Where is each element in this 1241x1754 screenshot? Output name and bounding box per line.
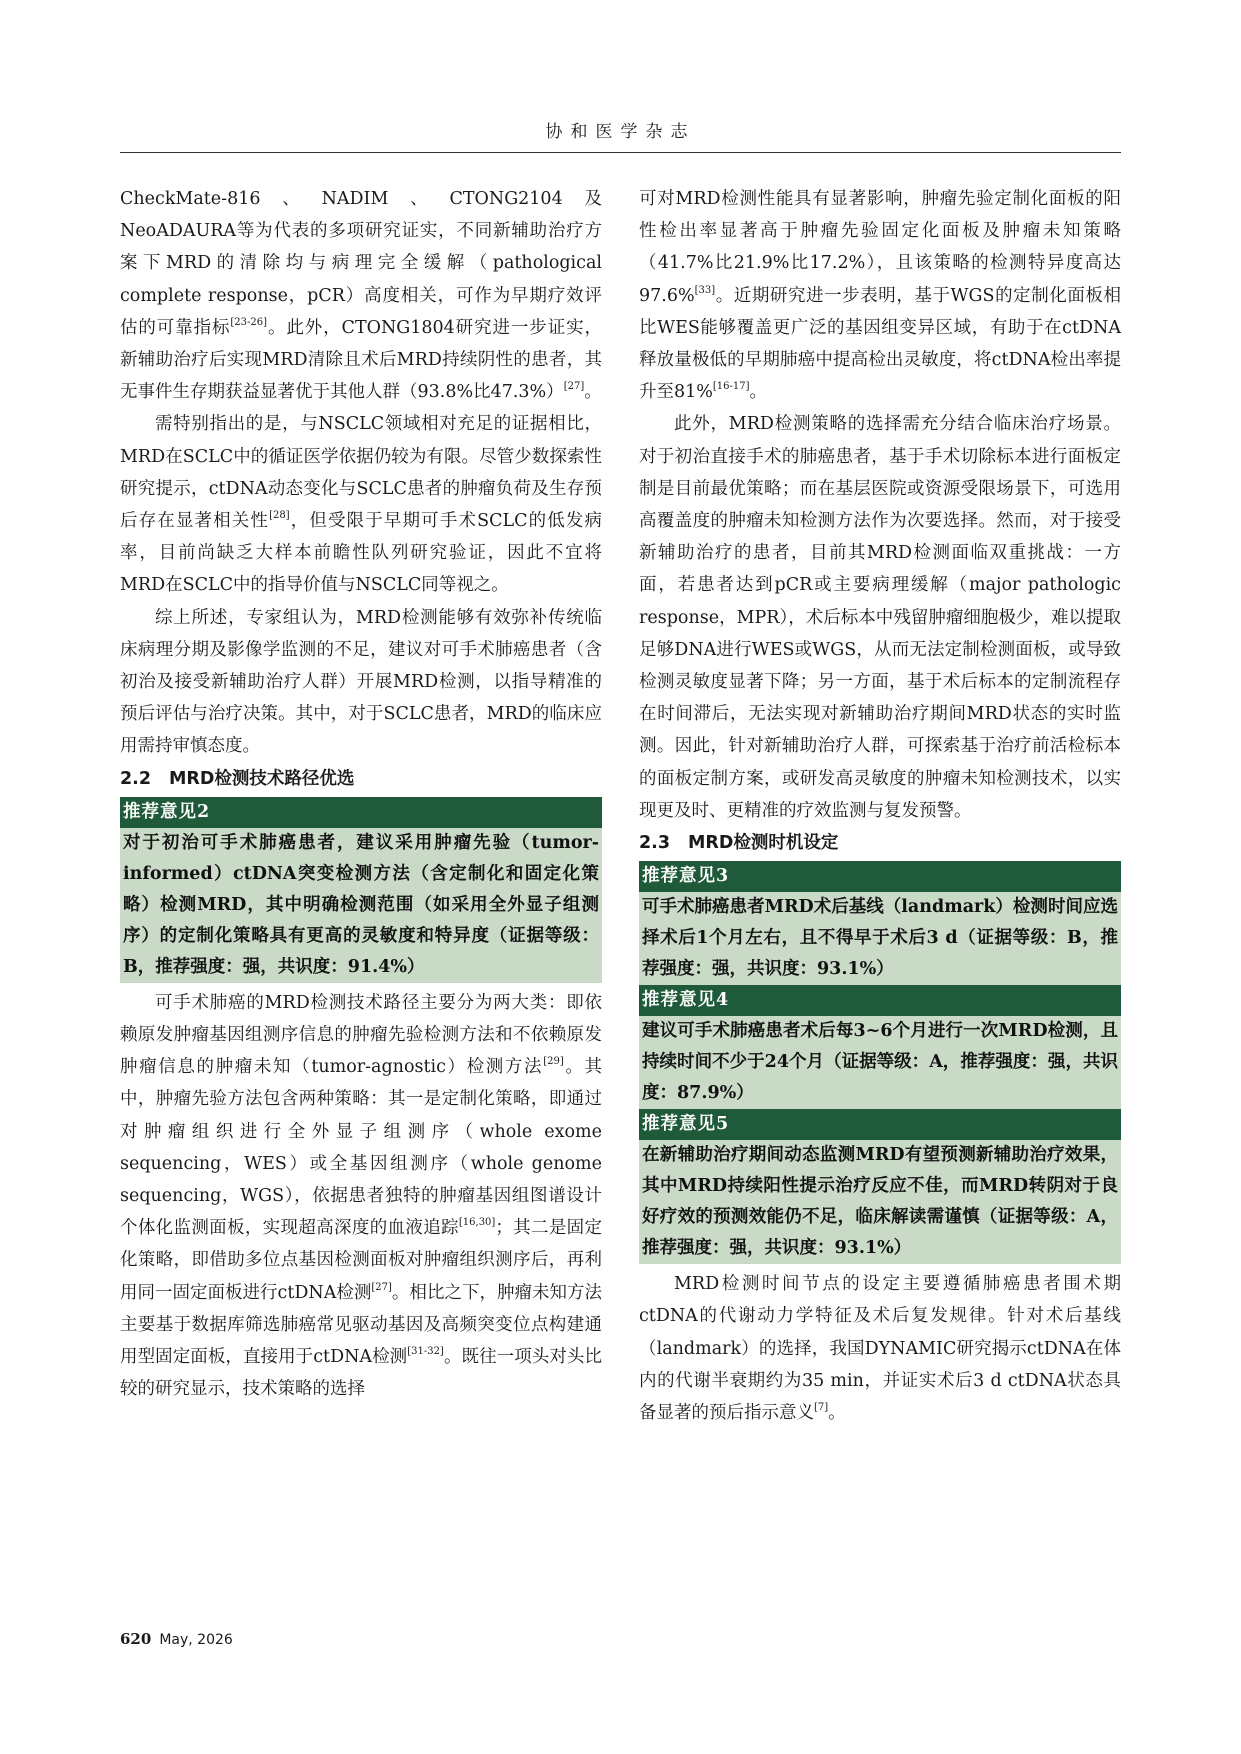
recommendation-title: 推荐意见4 — [639, 985, 1121, 1016]
recommendation-body: 对于初治可手术肺癌患者，建议采用肿瘤先验（tumor-informed）ctDNA突变检测方法（含定制化和固定化策略）检测MRD，其中明确检测范围（如采用全外显子组测序）的定制化策略具有更高的灵敏度和特异度（证据等级：B，推荐强度：强，共识度：91.4%） — [120, 828, 602, 983]
citation: [16,30] — [458, 1217, 496, 1229]
paragraph-text: 。 — [749, 382, 768, 403]
section-number: 2.2 — [120, 768, 152, 789]
section-heading — [120, 763, 602, 795]
paragraph — [120, 602, 602, 763]
citation: [16-17] — [712, 381, 750, 393]
paragraph — [639, 1268, 1121, 1429]
section-title: MRD检测技术路径优选 — [169, 768, 355, 789]
paragraph-text: 。此外，CTONG1804研究进一步证实，新辅助治疗后实现MRD清除且术后MRD持续阴性的患者，其无事件生存期获益显著优于其他人群（93.8%比47.3%） — [120, 317, 602, 403]
recommendation-body: 建议可手术肺癌患者术后每3~6个月进行一次MRD检测，且持续时间不少于24个月（证据等级：A，推荐强度：强，共识度：87.9%） — [639, 1016, 1121, 1109]
paragraph-text: 。既往一项头对头比较的研究显示，技术策略的选择 — [120, 1347, 602, 1400]
citation: [28] — [269, 510, 290, 522]
page-number: 620 — [120, 1630, 152, 1648]
section-heading — [639, 827, 1121, 859]
paragraph-text: MRD检测时间节点的设定主要遵循肺癌患者围术期ctDNA的代谢动力学特征及术后复发规律。针对术后基线（landmark）的选择，我国DYNAMIC研究揭示ctDNA在体内的代谢半衰期约为35 min，并证实术后3 d ctDNA状态具备显著的预后指示意义 — [639, 1274, 1121, 1424]
page-footer — [120, 1630, 233, 1648]
recommendation-box — [120, 797, 602, 983]
paragraph-text: ，但受限于早期可手术SCLC的低发病率，目前尚缺乏大样本前瞻性队列研究验证，因此不宜将MRD在SCLC中的指导价值与NSCLC同等视之。 — [120, 511, 603, 596]
recommendation-title: 推荐意见2 — [120, 797, 602, 828]
paragraph — [120, 987, 602, 1406]
citation: [7] — [814, 1402, 829, 1414]
paragraph-text: 此外，MRD检测策略的选择需充分结合临床治疗场景。对于初治直接手术的肺癌患者，基于手术切除标本进行面板定制是目前最优策略；而在基层医院或资源受限场景下，可选用高覆盖度的肿瘤未知检测方法作为次要选择。然而，对于接受新辅助治疗的患者，目前其MRD检测面临双重挑战：一方面，若患者达到pCR或主要病理缓解（major pathologic response，MPR），术后标本中残留肿瘤细胞极少，难以提取足够DNA进行WES或WGS，从而无法定制检测面板，或导致检测灵敏度显著下降；另一方面，基于术后标本的定制流程存在时间滞后，无法实现对新辅助治疗期间MRD状态的实时监测。因此，针对新辅助治疗人群，可探索基于治疗前活检标本的面板定制方案，或研发高灵敏度的肿瘤未知检测技术，以实现更及时、更精准的疗效监测与复发预警。 — [639, 414, 1121, 821]
paragraph-text: 。近期研究进一步表明，基于WGS的定制化面板相比WES能够覆盖更广泛的基因组变异区域，有助于在ctDNA释放量极低的早期肺癌中提高检出灵敏度，将ctDNA检出率提升至81% — [639, 285, 1121, 403]
citation: [27] — [563, 381, 585, 393]
paragraph-text: 。相比之下，肿瘤未知方法主要基于数据库筛选肺癌常见驱动基因及高频突变位点构建通用型固定面板，直接用于ctDNA检测 — [120, 1282, 602, 1368]
citation: [29] — [543, 1056, 564, 1068]
running-header — [120, 112, 1121, 153]
paragraph-text: 。 — [828, 1403, 846, 1424]
paragraph-text: CheckMate-816、NADIM、CTONG2104及NeoADAURA等为代表的多项研究证实，不同新辅助治疗方案下MRD的清除均与病理完全缓解（pathological complete response，pCR）高度相关，可作为早期疗效评估的可靠指标 — [120, 189, 602, 338]
citation: [33] — [694, 284, 716, 296]
citation: [23-26] — [230, 316, 268, 328]
paragraph-text: 综上所述，专家组认为，MRD检测能够有效弥补传统临床病理分期及影像学监测的不足，建议对可手术肺癌患者（含初治及接受新辅助治疗人群）开展MRD检测，以指导精准的预后评估与治疗决策。其中，对于SCLC患者，MRD的临床应用需持审慎态度。 — [120, 607, 602, 757]
recommendation-title: 推荐意见3 — [639, 861, 1121, 892]
recommendation-box — [639, 861, 1121, 1264]
paragraph-text: 。 — [584, 382, 602, 403]
right-column — [639, 183, 1121, 1429]
paragraph-text: 。其中，肿瘤先验方法包含两种策略：其一是定制化策略，即通过对肿瘤组织进行全外显子组测序（whole exome sequencing，WES）或全基因组测序（whole genome sequencing，WGS），依据患者独特的肿瘤基因组图谱设计个体化监测面板，实现超高深度的血液追踪 — [120, 1057, 602, 1239]
citation: [31-32] — [407, 1346, 444, 1358]
section-number: 2.3 — [639, 833, 671, 854]
paragraph-text: 可手术肺癌的MRD检测技术路径主要分为两大类：即依赖原发肿瘤基因组测序信息的肿瘤先验检测方法和不依赖原发肿瘤信息的肿瘤未知（tumor-agnostic）检测方法 — [120, 992, 602, 1078]
citation: [27] — [371, 1281, 392, 1293]
issue-date: May, 2026 — [159, 1632, 233, 1648]
paragraph-text: 需特别指出的是，与NSCLC领域相对充足的证据相比，MRD在SCLC中的循证医学依据仍较为有限。尽管少数探索性研究提示，ctDNA动态变化与SCLC患者的肿瘤负荷及生存预后存在显著相关性 — [120, 414, 602, 532]
paragraph — [639, 408, 1121, 827]
journal-title: 协和医学杂志 — [545, 122, 696, 142]
paragraph — [639, 183, 1121, 408]
section-title: MRD检测时机设定 — [688, 833, 839, 854]
paragraph-text: 可对MRD检测性能具有显著影响，肿瘤先验定制化面板的阳性检出率显著高于肿瘤先验固定化面板及肿瘤未知策略（41.7%比21.9%比17.2%），且该策略的检测特异度高达97.6% — [639, 189, 1121, 306]
recommendation-body: 可手术肺癌患者MRD术后基线（landmark）检测时间应选择术后1个月左右，且不得早于术后3 d（证据等级：B，推荐强度：强，共识度：93.1%） — [639, 892, 1121, 985]
paragraph-text: ；其二是固定化策略，即借助多位点基因检测面板对肿瘤组织测序后，再利用同一固定面板进行ctDNA检测 — [120, 1218, 603, 1303]
paragraph — [120, 408, 602, 601]
recommendation-body: 在新辅助治疗期间动态监测MRD有望预测新辅助治疗效果，其中MRD持续阳性提示治疗反应不佳，而MRD转阴对于良好疗效的预测效能仍不足，临床解读需谨慎（证据等级：A，推荐强度：强，共识度：93.1%） — [639, 1140, 1121, 1264]
paragraph — [120, 183, 602, 408]
recommendation-title: 推荐意见5 — [639, 1109, 1121, 1140]
left-column — [120, 183, 602, 1406]
